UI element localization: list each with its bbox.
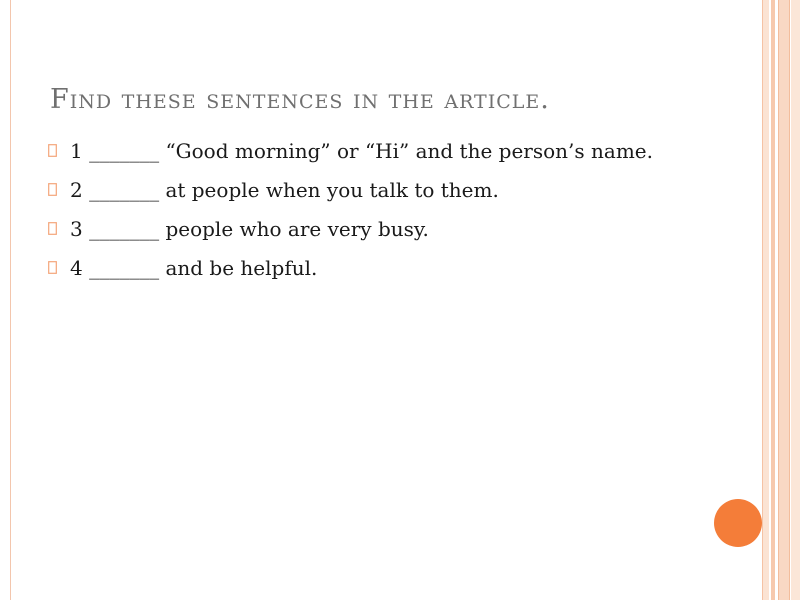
bullet-list [48,138,708,294]
list-item [48,177,708,204]
right-stripe-decoration [778,0,790,600]
bullet-square-icon [48,144,57,157]
bullet-text: 2 _______ at people when you talk to them. [70,178,499,202]
bullet-text: 3 _______ people who are very busy. [70,217,429,241]
right-stripe-decoration [791,0,800,600]
left-border-decoration [0,0,11,600]
bullet-square-icon [48,222,57,235]
right-stripe-decoration [771,0,775,600]
bullet-square-icon [48,183,57,196]
list-item [48,216,708,243]
bullet-text: 1 _______ “Good morning” or “Hi” and the person’s name. [70,139,653,163]
list-item [48,138,708,165]
list-item [48,255,708,282]
bullet-text: 4 _______ and be helpful. [70,256,318,280]
right-stripe-decoration [762,0,769,600]
bullet-square-icon [48,261,57,274]
slide-title: Find these sentences in the article. [50,84,550,115]
orange-circle-decoration [714,499,762,547]
